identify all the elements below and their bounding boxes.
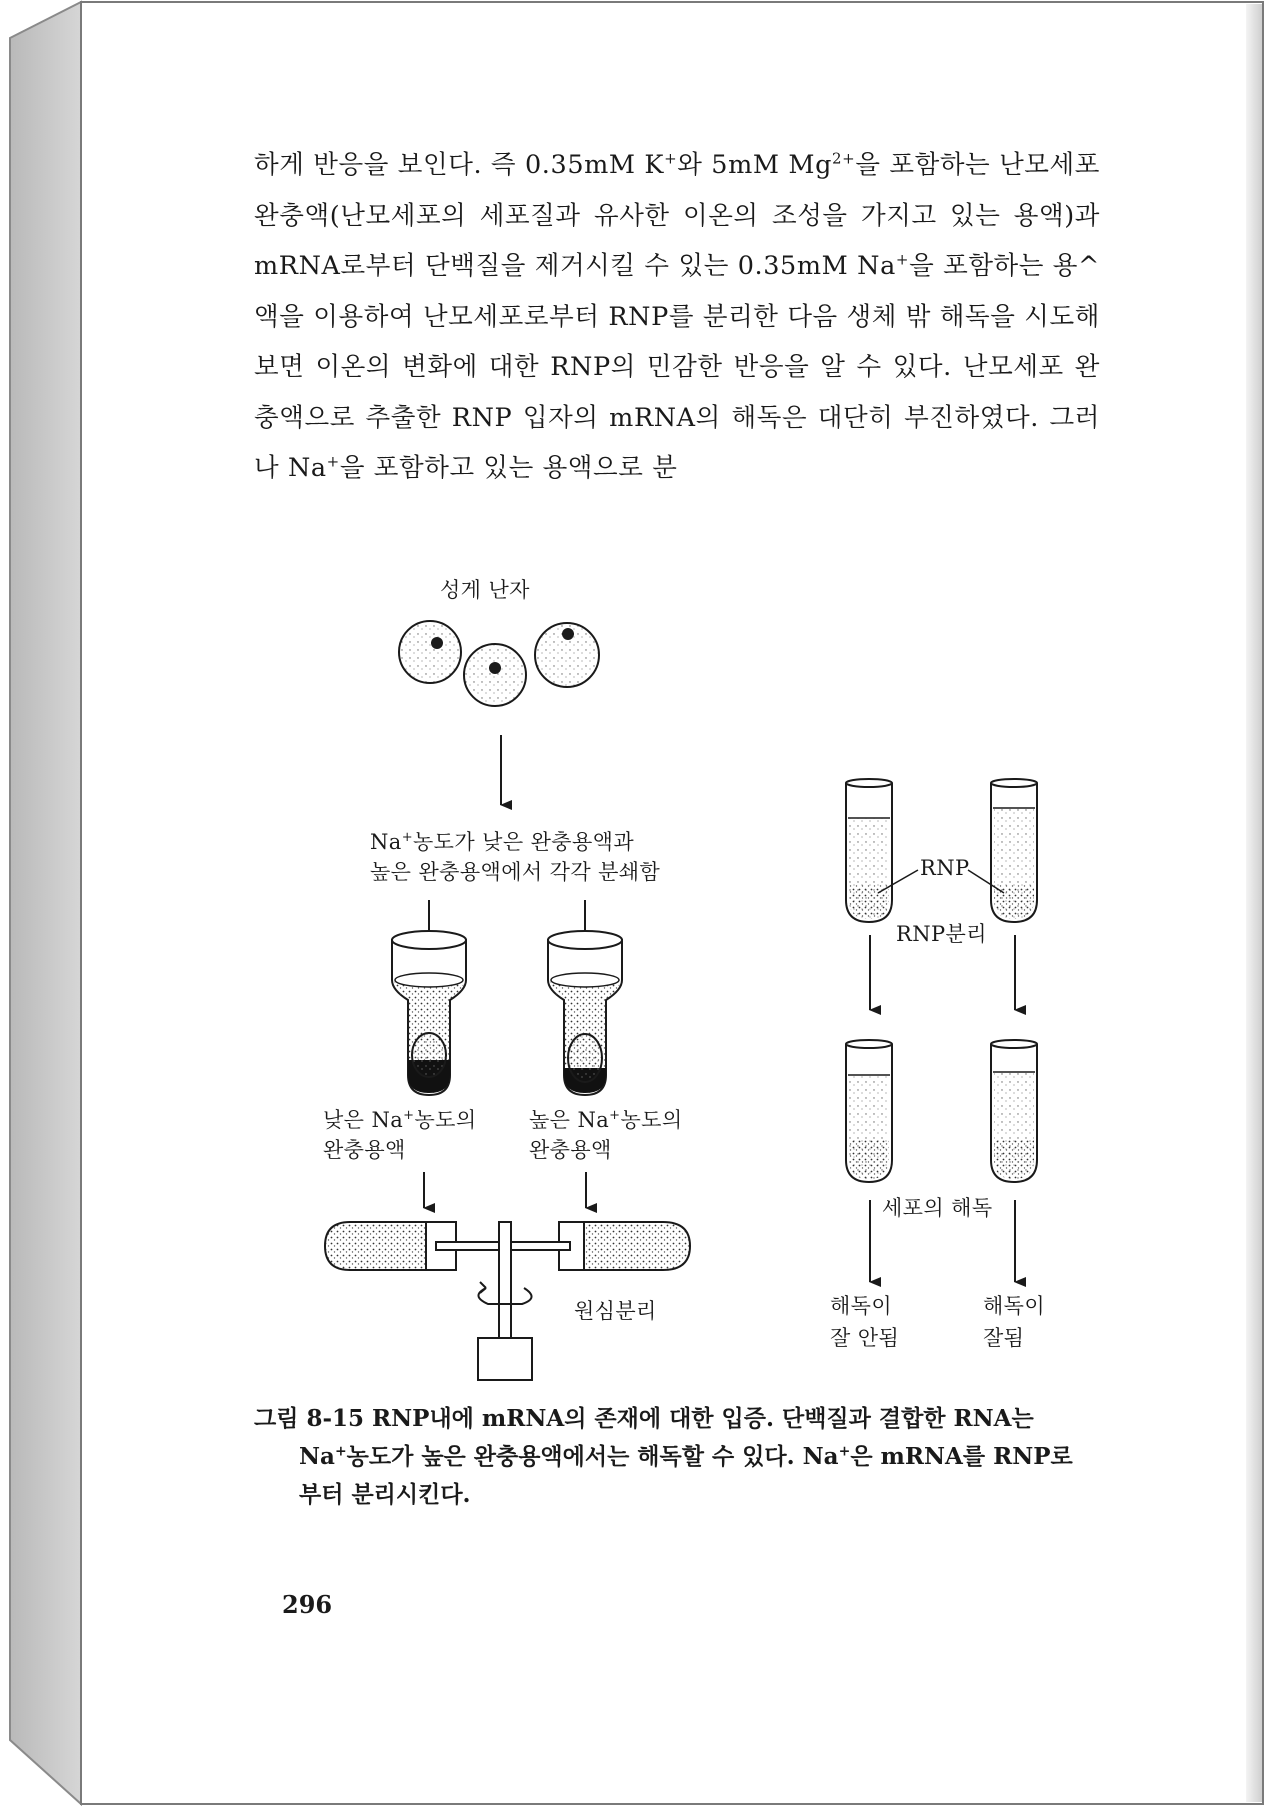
caption-line-3: 부터 분리시킨다. — [299, 1481, 471, 1508]
rnp-tube-left — [846, 779, 892, 922]
good-translation-label-2: 잘됨 — [983, 1326, 1025, 1350]
translation-tube-right — [991, 1040, 1037, 1182]
high-buffer-label-1: 높은 Na+농도의 — [529, 1108, 683, 1132]
sea-urchin-eggs — [399, 621, 599, 706]
page-number: 296 — [282, 1590, 333, 1619]
figure-caption — [254, 1400, 1104, 1514]
homogenize-label-1: Na+농도가 낮은 완충용액과 — [370, 830, 635, 854]
homogenizer-high-na — [548, 900, 622, 1095]
high-buffer-label-2: 완충용액 — [529, 1138, 612, 1162]
homogenizer-low-na — [392, 900, 466, 1095]
eggs-label: 성게 난자 — [440, 578, 530, 602]
cell-translation-label: 세포의 해독 — [882, 1196, 993, 1220]
translation-tube-left — [846, 1040, 892, 1182]
poor-translation-label-2: 잘 안됨 — [830, 1326, 900, 1350]
body-paragraph: 하게 반응을 보인다. 즉 0.35mM K+와 5mM $Mg^{2+}$을 포함하는 난모세포 완충액(난모세포의 세포질과 유사한 이온의 조성을 가지고 있는 용액)과 mRNA로부터 단백질을 제거시킬 수 있는 0.35mM Na+을 포함하는 용^액을 이용하여 난모세포로부터 RNP를 분리한 다음 생체 밖 해독을 시도해 보면 이온의 변화에 대한 RNP의 민감한 반응을 알 수 있다. 난모세포 완충액으로 추출한 RNP 입자의 mRNA의 해독은 대단히 부진하였다. 그러나 Na+을 포함하고 있는 용액으로 분 — [254, 149, 1101, 483]
poor-translation-label-1: 해독이 — [830, 1294, 893, 1318]
centrifuge-label: 원심분리 — [574, 1299, 657, 1323]
low-buffer-label-1: 낮은 Na+농도의 — [323, 1108, 477, 1132]
caption-line-2: Na+농도가 높은 완충용액에서는 해독할 수 있다. Na+은 mRNA를 RNP로 — [299, 1443, 1073, 1470]
caption-line-1: 그림 8-15 RNP내에 mRNA의 존재에 대한 입증. 단백질과 결합한 RNA는 — [254, 1405, 1034, 1432]
good-translation-label-1: 해독이 — [983, 1294, 1046, 1318]
egg-1 — [399, 621, 461, 683]
homogenize-label-2: 높은 완충용액에서 각각 분쇄함 — [370, 860, 661, 884]
rnp-separation-label: RNP분리 — [896, 922, 987, 946]
low-buffer-label-2: 완충용액 — [323, 1138, 406, 1162]
rnp-tube-right — [991, 779, 1037, 922]
rnp-label: RNP — [920, 856, 970, 880]
egg-2 — [464, 644, 526, 706]
